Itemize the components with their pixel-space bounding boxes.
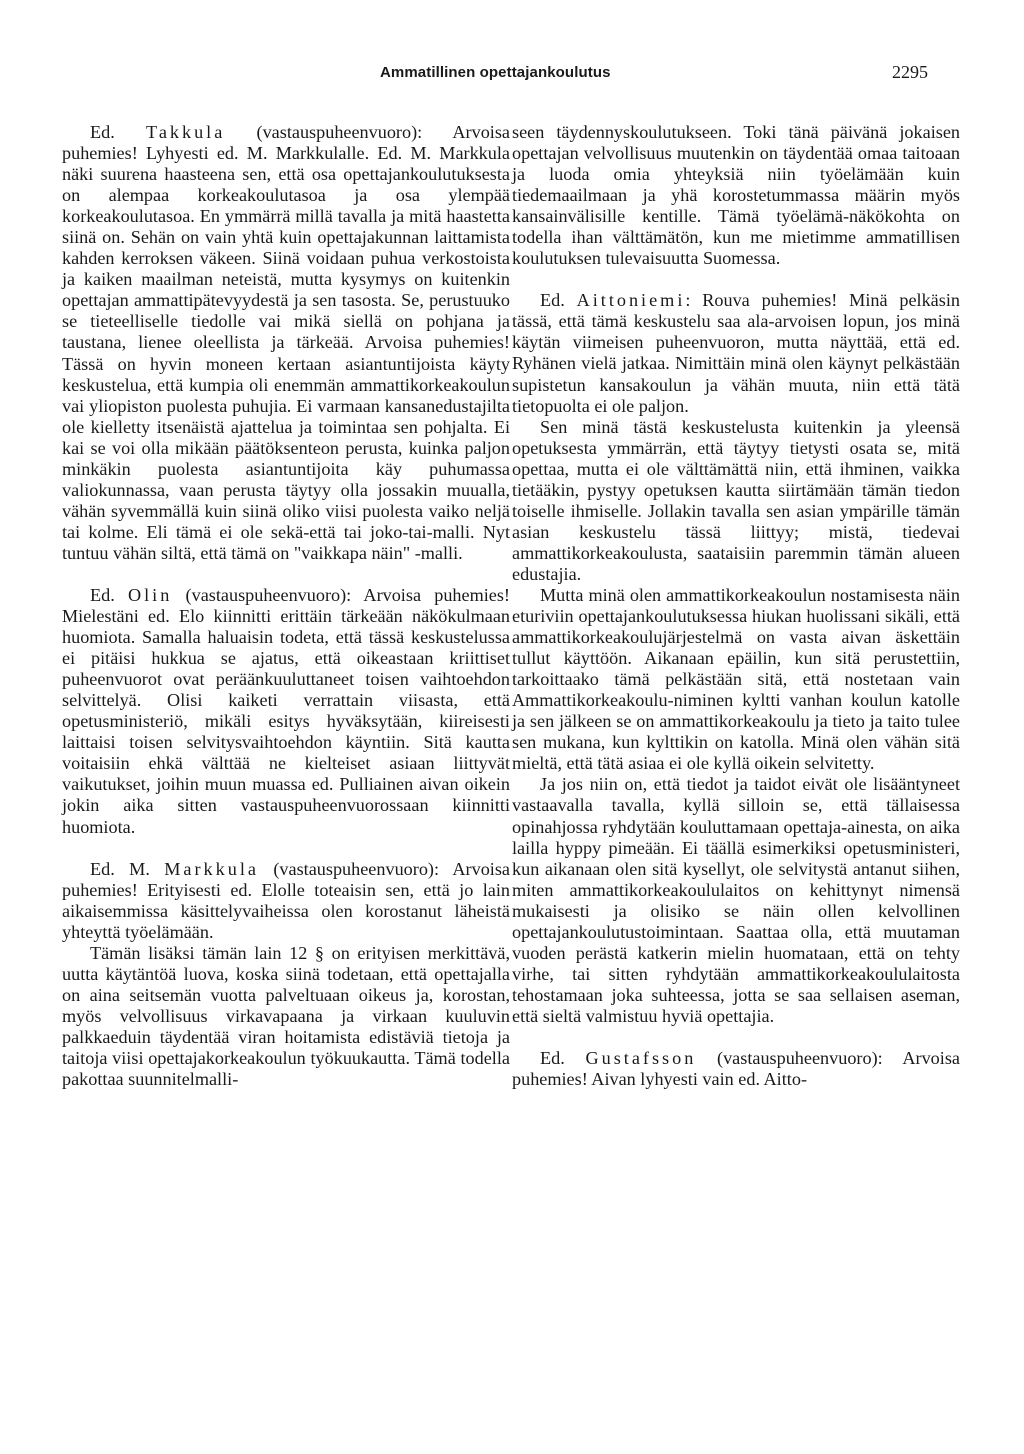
speaker-prefix: Ed. M. [90, 858, 165, 879]
speech-text: (vastauspuheenvuoro): Arvoisa puhemies! Mielestäni ed. Elo kiinnitti erittäin tärkeään näkökulmaan huomiota. Samalla haluaisin todeta, että tässä keskustelussa ei pitäisi hukkua se ajatus, että oikeastaan kriittiset puheenvuorot ovat peräänkuuluttaneet toisen vaihtoehdon selvittelyä. Olisi kaiketi verrattain viisasta, että opetusministeriö, mikäli esitys hyväksytään, kiireisesti laittaisi toisen selvitysvaihtoehdon käyntiin. Sitä kautta voitaisiin ehkä välttää ne kielteiset asiaan liittyvät vaikutukset, joihin muun muassa ed. Pulliainen aivan oikein jokin aika sitten vastauspuheenvuorossaan kiinnitti huomiota. [62, 584, 510, 837]
speech-aittoniemi [512, 290, 960, 416]
paragraph: Tämän lisäksi tämän lain 12 § on erityisen merkittävä, uutta käytäntöä luova, koska siinä todetaan, että opettajalla on aina seitsemän vuotta palveltuaan oikeus ja, korostan, myös velvollisuus virkavapaana ja virkaan kuuluvin palkkaeduin täydentää viran hoitamista edistäviä tietoja ja taitoja viisi opettajakorkeakoulun työkuukautta. Tämä todella pakottaa suunnitelmalli- [62, 942, 510, 1090]
left-column [62, 122, 510, 1090]
speech-text: (vastauspuheenvuoro): Arvoisa puhemies! Aivan lyhyesti vain ed. Aitto- [512, 1047, 960, 1090]
speech-text: (vastauspuheenvuoro): Arvoisa puhemies! Lyhyesti ed. M. Markkulalle. Ed. M. Markkula näki suurena haasteena sen, että osa opettajankoulutuksesta on alempaa korkeakoulutasoa ja osa ylempää korkeakoulutasoa. En ymmärrä millä tavalla ja mitä haastetta siinä on. Sehän on vain yhtä kuin opettajakunnan laittamista kahden kerroksen väkeen. Siinä voidaan puhua verkostoista ja kaiken maailman neteistä, mutta kysymys on kuitenkin opettajan ammattipätevyydestä ja sen tasosta. Se, perustuuko se tieteelliselle tiedolle vai mikä siellä on pohjana ja taustana, lienee oleellista ja tärkeää. Arvoisa puhemies! Tässä on hyvin moneen kertaan asiantuntijoista käyty keskustelua, että kumpia oli enemmän ammattikorkeakoulun vai yliopiston puolesta puhujia. Ei varmaan kansanedustajilta ole kielletty itsenäistä ajattelua ja toimintaa sen pohjalta. Ei kai se voi olla mikään päätöksenteon perusta, kuinka paljon minkäkin puolesta asiantuntijoita käy puhumassa valiokunnassa, vaan perusta täytyy olla jossakin muualla, vähän syvemmällä kuin siinä oliko viisi puolesta vaiko neljä tai kolme. Eli tämä ei ole sekä-että tai joko-tai-malli. Nyt tuntuu vähän siltä, että tämä on "vaikkapa näin" -malli. [62, 122, 510, 563]
speaker-prefix: Ed. [540, 1047, 586, 1068]
speech-markkula [62, 859, 510, 943]
speech-gustafsson [512, 1048, 960, 1090]
speaker-name: Markkula [164, 858, 259, 879]
speaker-prefix: Ed. [90, 122, 146, 142]
speech-text: (vastauspuheenvuoro): Arvoisa puhemies! Erityisesti ed. Elolle toteaisin sen, että jo lain aikaisemmissa käsittelyvaiheissa olen korostanut läheistä yhteyttä työelämään. [62, 858, 510, 942]
speaker-prefix: Ed. [90, 584, 128, 605]
page-number: 2295 [892, 62, 928, 82]
speaker-prefix: Ed. [540, 290, 577, 311]
speech-text: : Rouva puhemies! Minä pelkäsin tässä, että tämä keskustelu saa ala-arvoisen lopun, jos minä käytän viimeisen puheenvuoron, mutta näyttää, että ed. Ryhänen vielä jatkaa. Nimittäin minä olen käynyt pelkästään supistetun kansakoulun ja vähän muuta, niin että tätä tietopuolta ei ole paljon. [512, 290, 960, 416]
paragraph: Ja jos niin on, että tiedot ja taidot eivät ole lisääntyneet vastaavalla tavalla, kyllä silloin se, että tällaisessa opinahjossa ryhdytään kouluttamaan opettaja-ainesta, on aika lailla hyppy pimeään. Ei täällä esimerkiksi opetusministeri, kun aikanaan olen sitä kysellyt, ole selvitystä antanut siihen, miten ammattikorkeakoululaitos on kehittynyt nimensä mukaisesti ja olisiko se näin ollen kelvollinen opettajankoulutustoimintaan. Saattaa olla, että muutaman vuoden perästä katkerin mielin huomataan, että on tehty virhe, tai sitten ryhdytään ammattikorkeakoululaitosta tehostamaan joka suhteessa, jotta se saa sellaisen aseman, että sieltä valmistuu hyviä opettajia. [512, 774, 960, 1026]
speaker-name: Aittoniemi [576, 290, 686, 311]
right-column [512, 122, 960, 1090]
speech-olin [62, 585, 510, 838]
speaker-name: Gustafsson [585, 1047, 697, 1068]
paragraph: Sen minä tästä keskustelusta kuitenkin ja yleensä opetuksesta ymmärrän, että täytyy tietysti osata se, mitä opettaa, mutta ei ole välttämättä niin, että ihminen, vaikka tietääkin, pystyy opetuksen kautta siirtämään tämän tiedon toiselle ihmiselle. Jollakin tavalla sen asian ympärille tämän asian keskustelu tässä liittyy; mistä, tiedevai ammattikorkeakoulusta, saataisiin paremmin tämän alueen edustajia. [512, 416, 960, 584]
running-title: Ammatillinen opettajankoulutus [380, 64, 611, 81]
speech-takkula [62, 122, 510, 564]
speaker-name: Takkula [145, 122, 226, 142]
paragraph-continued: seen täydennyskoulutukseen. Toki tänä päivänä jokaisen opettajan velvollisuus muutenkin on täydentää omaa taitoaan ja luoda omia yhteyksiä niin työelämään kuin tiedemaailmaan ja yhä korostetummassa määrin myös kansainvälisille kentille. Tämä työelämä-näkökohta on todella ihan välttämätön, kun me mietimme ammatillisen koulutuksen tulevaisuutta Suomessa. [512, 122, 960, 269]
speaker-name: Olin [127, 584, 173, 605]
paragraph: Mutta minä olen ammattikorkeakoulun nostamisesta näin eturiviin opettajankoulutuksessa hiukan huolissani sikäli, että ammattikorkeakoulujärjestelmä on vasta aivan äskettäin tullut käyttöön. Aikanaan epäilin, kun sitä perustettiin, tarkoittaako tämä pelkästään sitä, että nostetaan vain Ammattikorkeakoulu-niminen kyltti vanhan koulun katolle ja sen jälkeen se on ammattikorkeakoulu ja tieto ja taito tulee sen mukana, kun kylttikin on katolla. Minä olen vähän sitä mieltä, että tätä asiaa ei ole kyllä oikein selvitetty. [512, 584, 960, 774]
